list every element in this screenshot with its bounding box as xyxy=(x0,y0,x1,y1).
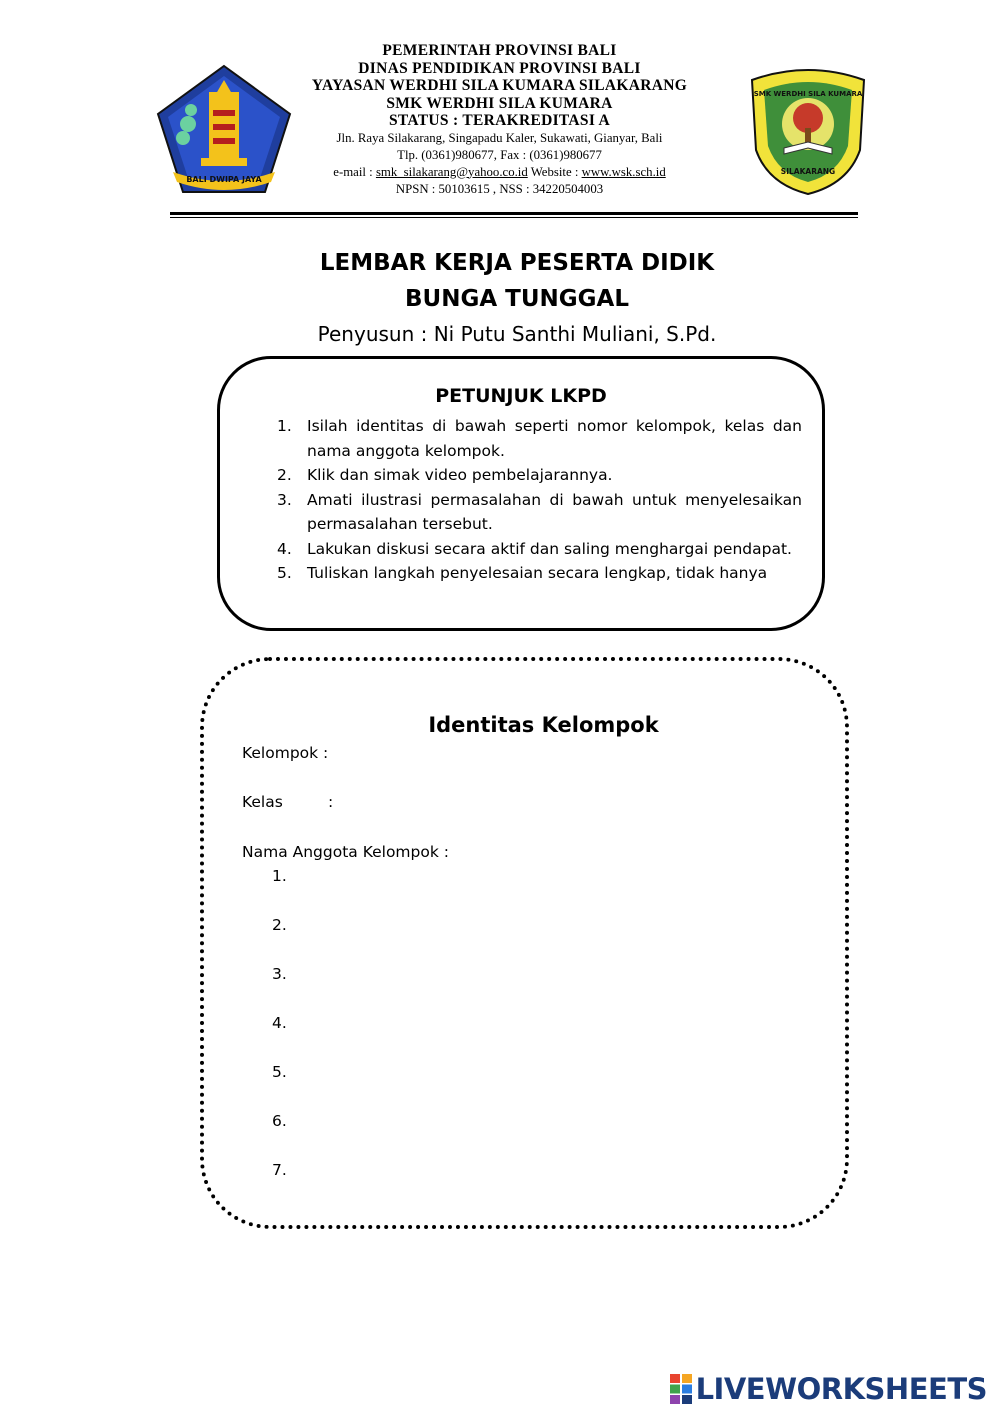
logo-left-motto: BALI DWIPA JAYA xyxy=(186,175,262,184)
document-author: Penyusun : Ni Putu Santhi Muliani, S.Pd. xyxy=(317,322,717,346)
member-entry-5[interactable]: 5. xyxy=(272,1063,287,1081)
letterhead-phone: Tlp. (0361)980677, Fax : (0361)980677 xyxy=(397,147,602,162)
letterhead-divider-thick xyxy=(170,212,858,215)
letterhead-ids: NPSN : 50103615 , NSS : 34220504003 xyxy=(395,181,604,196)
identity-title: Identitas Kelompok xyxy=(428,713,659,737)
member-entry-3[interactable]: 3. xyxy=(272,965,287,983)
website-label: Website : xyxy=(530,164,579,179)
liveworksheets-logo-icon xyxy=(670,1374,692,1404)
letterhead-line2: DINAS PENDIDIKAN PROVINSI BALI xyxy=(358,59,641,77)
logo-right-top-text: SMK WERDHI SILA KUMARA xyxy=(753,90,863,98)
website-link[interactable]: www.wsk.sch.id xyxy=(581,164,666,179)
member-entry-1[interactable]: 1. xyxy=(272,867,287,885)
letterhead-line3: YAYASAN WERDHI SILA KUMARA SILAKARANG xyxy=(311,77,688,94)
member-entry-4[interactable]: 4. xyxy=(272,1014,287,1032)
logo-right-bottom-text: SILAKARANG xyxy=(780,167,836,176)
email-label: e-mail : xyxy=(333,164,373,179)
member-entry-6[interactable]: 6. xyxy=(272,1112,287,1130)
member-names-label: Nama Anggota Kelompok : xyxy=(242,843,449,861)
instructions-list xyxy=(270,414,802,586)
letterhead-address: Jln. Raya Silakarang, Singapadu Kaler, Sukawati, Gianyar, Bali xyxy=(336,130,663,145)
instruction-item: 3. Amati ilustrasi permasalahan di bawah untuk menyelesaikan permasalahan tersebut. xyxy=(277,490,802,533)
group-number-field[interactable]: Kelompok : xyxy=(242,744,329,762)
letterhead-divider-thin xyxy=(170,217,858,218)
document-title: LEMBAR KERJA PESERTA DIDIK xyxy=(319,250,715,276)
identity-box xyxy=(200,657,849,1229)
instruction-item: 5. Tuliskan langkah penyelesaian secara lengkap, tidak hanya xyxy=(277,564,768,582)
liveworksheets-wordmark: LIVEWORKSHEETS xyxy=(695,1372,987,1406)
letterhead-line4: SMK WERDHI SILA KUMARA xyxy=(386,94,613,112)
letterhead-line1: PEMERINTAH PROVINSI BALI xyxy=(382,42,617,59)
letterhead xyxy=(0,42,999,198)
instruction-item: 4. Lakukan diskusi secara aktif dan saling menghargai pendapat. xyxy=(277,539,792,558)
letterhead-line5: STATUS : TERAKREDITASI A xyxy=(389,112,610,129)
email-link[interactable]: smk_silakarang@yahoo.co.id xyxy=(375,164,528,179)
member-entry-2[interactable]: 2. xyxy=(272,916,287,934)
instructions-title: PETUNJUK LKPD xyxy=(435,385,607,407)
instructions-box xyxy=(217,356,825,631)
instruction-item: 2. Klik dan simak video pembelajarannya. xyxy=(277,466,613,484)
letterhead-contact xyxy=(0,164,999,181)
document-subtitle: BUNGA TUNGGAL xyxy=(405,286,629,312)
instruction-item: 1. Isilah identitas di bawah seperti nomor kelompok, kelas dan nama anggota kelompok. xyxy=(277,417,802,460)
class-field[interactable] xyxy=(242,793,334,811)
member-entry-7[interactable]: 7. xyxy=(272,1161,287,1179)
liveworksheets-watermark[interactable] xyxy=(670,1372,987,1406)
class-label: Kelas xyxy=(242,793,283,811)
class-colon: : xyxy=(328,793,334,811)
